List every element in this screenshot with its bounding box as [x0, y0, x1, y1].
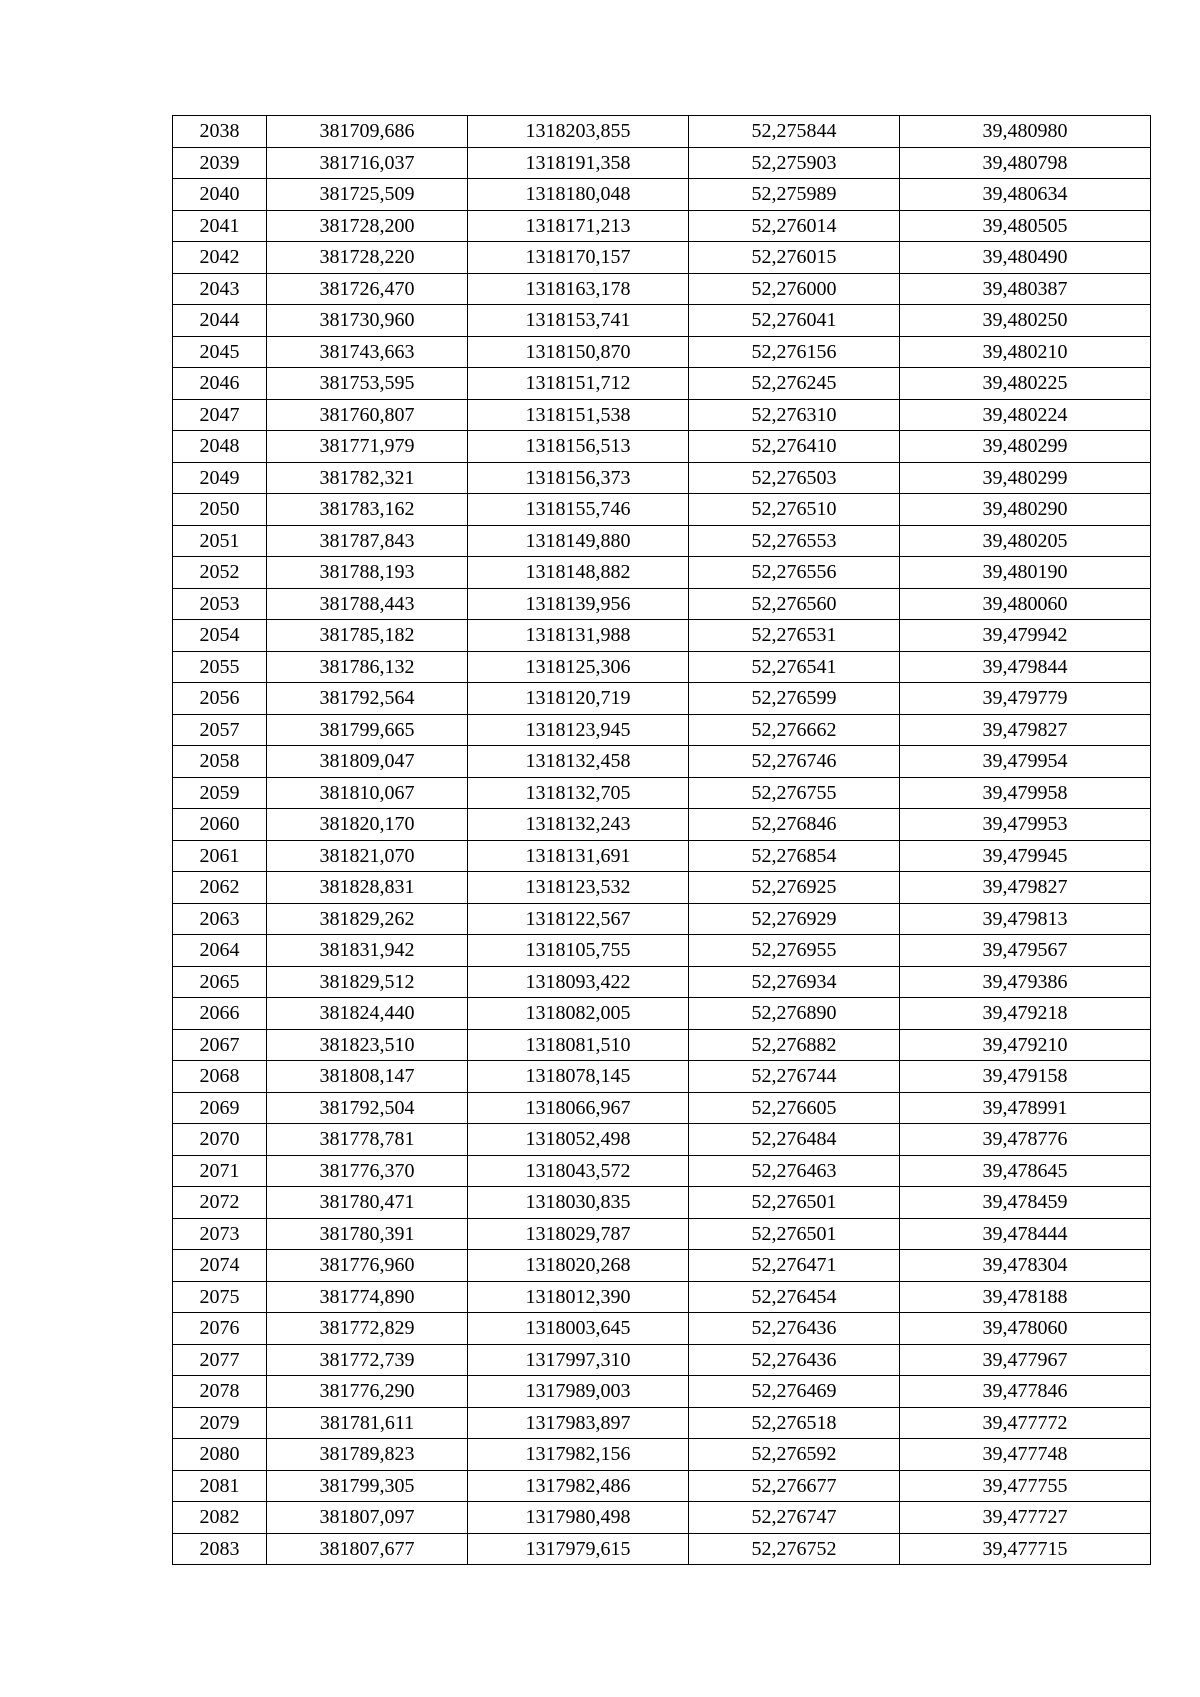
point-number-cell: 2052 — [173, 557, 267, 589]
x-coordinate-cell: 381774,890 — [267, 1281, 468, 1313]
x-coordinate-cell: 381788,193 — [267, 557, 468, 589]
longitude-cell: 39,480290 — [900, 494, 1151, 526]
y-coordinate-cell: 1318123,945 — [468, 714, 689, 746]
latitude-cell: 52,276471 — [689, 1250, 900, 1282]
point-number-cell: 2076 — [173, 1313, 267, 1345]
x-coordinate-cell: 381789,823 — [267, 1439, 468, 1471]
longitude-cell: 39,479210 — [900, 1029, 1151, 1061]
y-coordinate-cell: 1318003,645 — [468, 1313, 689, 1345]
x-coordinate-cell: 381709,686 — [267, 116, 468, 148]
y-coordinate-cell: 1318020,268 — [468, 1250, 689, 1282]
y-coordinate-cell: 1318105,755 — [468, 935, 689, 967]
y-coordinate-cell: 1318150,870 — [468, 336, 689, 368]
latitude-cell: 52,276599 — [689, 683, 900, 715]
x-coordinate-cell: 381820,170 — [267, 809, 468, 841]
x-coordinate-cell: 381809,047 — [267, 746, 468, 778]
x-coordinate-cell: 381787,843 — [267, 525, 468, 557]
table-row — [173, 336, 1151, 368]
y-coordinate-cell: 1318163,178 — [468, 273, 689, 305]
point-number-cell: 2038 — [173, 116, 267, 148]
longitude-cell: 39,477715 — [900, 1533, 1151, 1565]
longitude-cell: 39,478188 — [900, 1281, 1151, 1313]
point-number-cell: 2064 — [173, 935, 267, 967]
table-row — [173, 179, 1151, 211]
y-coordinate-cell: 1318155,746 — [468, 494, 689, 526]
latitude-cell: 52,276000 — [689, 273, 900, 305]
y-coordinate-cell: 1318170,157 — [468, 242, 689, 274]
latitude-cell: 52,276041 — [689, 305, 900, 337]
y-coordinate-cell: 1318029,787 — [468, 1218, 689, 1250]
table-row — [173, 210, 1151, 242]
longitude-cell: 39,479813 — [900, 903, 1151, 935]
x-coordinate-cell: 381828,831 — [267, 872, 468, 904]
point-number-cell: 2069 — [173, 1092, 267, 1124]
point-number-cell: 2072 — [173, 1187, 267, 1219]
latitude-cell: 52,276410 — [689, 431, 900, 463]
longitude-cell: 39,480299 — [900, 431, 1151, 463]
point-number-cell: 2057 — [173, 714, 267, 746]
table-row — [173, 777, 1151, 809]
point-number-cell: 2049 — [173, 462, 267, 494]
point-number-cell: 2054 — [173, 620, 267, 652]
y-coordinate-cell: 1318082,005 — [468, 998, 689, 1030]
table-row — [173, 116, 1151, 148]
y-coordinate-cell: 1317979,615 — [468, 1533, 689, 1565]
latitude-cell: 52,276518 — [689, 1407, 900, 1439]
latitude-cell: 52,276436 — [689, 1344, 900, 1376]
y-coordinate-cell: 1317989,003 — [468, 1376, 689, 1408]
table-row — [173, 1344, 1151, 1376]
x-coordinate-cell: 381831,942 — [267, 935, 468, 967]
table-row — [173, 809, 1151, 841]
latitude-cell: 52,276925 — [689, 872, 900, 904]
point-number-cell: 2082 — [173, 1502, 267, 1534]
x-coordinate-cell: 381808,147 — [267, 1061, 468, 1093]
longitude-cell: 39,477772 — [900, 1407, 1151, 1439]
longitude-cell: 39,480060 — [900, 588, 1151, 620]
y-coordinate-cell: 1318030,835 — [468, 1187, 689, 1219]
point-number-cell: 2042 — [173, 242, 267, 274]
latitude-cell: 52,276014 — [689, 210, 900, 242]
latitude-cell: 52,276463 — [689, 1155, 900, 1187]
latitude-cell: 52,275844 — [689, 116, 900, 148]
y-coordinate-cell: 1318191,358 — [468, 147, 689, 179]
table-row — [173, 1250, 1151, 1282]
point-number-cell: 2061 — [173, 840, 267, 872]
longitude-cell: 39,477727 — [900, 1502, 1151, 1534]
table-row — [173, 1187, 1151, 1219]
longitude-cell: 39,479827 — [900, 714, 1151, 746]
y-coordinate-cell: 1318151,712 — [468, 368, 689, 400]
y-coordinate-cell: 1318122,567 — [468, 903, 689, 935]
longitude-cell: 39,479942 — [900, 620, 1151, 652]
longitude-cell: 39,480224 — [900, 399, 1151, 431]
x-coordinate-cell: 381725,509 — [267, 179, 468, 211]
latitude-cell: 52,276531 — [689, 620, 900, 652]
y-coordinate-cell: 1318012,390 — [468, 1281, 689, 1313]
x-coordinate-cell: 381786,132 — [267, 651, 468, 683]
point-number-cell: 2059 — [173, 777, 267, 809]
x-coordinate-cell: 381753,595 — [267, 368, 468, 400]
point-number-cell: 2048 — [173, 431, 267, 463]
y-coordinate-cell: 1318081,510 — [468, 1029, 689, 1061]
x-coordinate-cell: 381788,443 — [267, 588, 468, 620]
point-number-cell: 2075 — [173, 1281, 267, 1313]
table-row — [173, 651, 1151, 683]
latitude-cell: 52,276484 — [689, 1124, 900, 1156]
y-coordinate-cell: 1318156,513 — [468, 431, 689, 463]
point-number-cell: 2047 — [173, 399, 267, 431]
x-coordinate-cell: 381780,471 — [267, 1187, 468, 1219]
table-row — [173, 525, 1151, 557]
x-coordinate-cell: 381772,829 — [267, 1313, 468, 1345]
table-row — [173, 872, 1151, 904]
longitude-cell: 39,480387 — [900, 273, 1151, 305]
table-row — [173, 1124, 1151, 1156]
latitude-cell: 52,276890 — [689, 998, 900, 1030]
x-coordinate-cell: 381726,470 — [267, 273, 468, 305]
y-coordinate-cell: 1318149,880 — [468, 525, 689, 557]
x-coordinate-cell: 381776,290 — [267, 1376, 468, 1408]
y-coordinate-cell: 1317997,310 — [468, 1344, 689, 1376]
y-coordinate-cell: 1318093,422 — [468, 966, 689, 998]
longitude-cell: 39,480299 — [900, 462, 1151, 494]
point-number-cell: 2074 — [173, 1250, 267, 1282]
longitude-cell: 39,479958 — [900, 777, 1151, 809]
y-coordinate-cell: 1318153,741 — [468, 305, 689, 337]
table-row — [173, 399, 1151, 431]
point-number-cell: 2043 — [173, 273, 267, 305]
x-coordinate-cell: 381743,663 — [267, 336, 468, 368]
point-number-cell: 2065 — [173, 966, 267, 998]
table-row — [173, 1376, 1151, 1408]
x-coordinate-cell: 381730,960 — [267, 305, 468, 337]
table-row — [173, 242, 1151, 274]
table-row — [173, 494, 1151, 526]
y-coordinate-cell: 1318131,691 — [468, 840, 689, 872]
y-coordinate-cell: 1318180,048 — [468, 179, 689, 211]
table-row — [173, 1281, 1151, 1313]
longitude-cell: 39,478444 — [900, 1218, 1151, 1250]
point-number-cell: 2078 — [173, 1376, 267, 1408]
y-coordinate-cell: 1318120,719 — [468, 683, 689, 715]
y-coordinate-cell: 1318132,243 — [468, 809, 689, 841]
longitude-cell: 39,480980 — [900, 116, 1151, 148]
y-coordinate-cell: 1318132,705 — [468, 777, 689, 809]
x-coordinate-cell: 381799,305 — [267, 1470, 468, 1502]
longitude-cell: 39,478304 — [900, 1250, 1151, 1282]
latitude-cell: 52,276560 — [689, 588, 900, 620]
y-coordinate-cell: 1318131,988 — [468, 620, 689, 652]
x-coordinate-cell: 381760,807 — [267, 399, 468, 431]
point-number-cell: 2066 — [173, 998, 267, 1030]
point-number-cell: 2083 — [173, 1533, 267, 1565]
table-row — [173, 147, 1151, 179]
x-coordinate-cell: 381781,611 — [267, 1407, 468, 1439]
table-row — [173, 273, 1151, 305]
y-coordinate-cell: 1318139,956 — [468, 588, 689, 620]
y-coordinate-cell: 1318125,306 — [468, 651, 689, 683]
latitude-cell: 52,275903 — [689, 147, 900, 179]
point-number-cell: 2060 — [173, 809, 267, 841]
latitude-cell: 52,276854 — [689, 840, 900, 872]
x-coordinate-cell: 381780,391 — [267, 1218, 468, 1250]
x-coordinate-cell: 381824,440 — [267, 998, 468, 1030]
x-coordinate-cell: 381810,067 — [267, 777, 468, 809]
longitude-cell: 39,480505 — [900, 210, 1151, 242]
y-coordinate-cell: 1318148,882 — [468, 557, 689, 589]
table-row — [173, 305, 1151, 337]
longitude-cell: 39,477967 — [900, 1344, 1151, 1376]
longitude-cell: 39,479827 — [900, 872, 1151, 904]
point-number-cell: 2063 — [173, 903, 267, 935]
latitude-cell: 52,276310 — [689, 399, 900, 431]
x-coordinate-cell: 381728,200 — [267, 210, 468, 242]
point-number-cell: 2081 — [173, 1470, 267, 1502]
latitude-cell: 52,276503 — [689, 462, 900, 494]
y-coordinate-cell: 1318132,458 — [468, 746, 689, 778]
table-row — [173, 557, 1151, 589]
latitude-cell: 52,276541 — [689, 651, 900, 683]
y-coordinate-cell: 1318203,855 — [468, 116, 689, 148]
y-coordinate-cell: 1317983,897 — [468, 1407, 689, 1439]
table-row — [173, 1092, 1151, 1124]
y-coordinate-cell: 1317980,498 — [468, 1502, 689, 1534]
latitude-cell: 52,276605 — [689, 1092, 900, 1124]
x-coordinate-cell: 381829,512 — [267, 966, 468, 998]
y-coordinate-cell: 1318078,145 — [468, 1061, 689, 1093]
longitude-cell: 39,480634 — [900, 179, 1151, 211]
point-number-cell: 2062 — [173, 872, 267, 904]
point-number-cell: 2070 — [173, 1124, 267, 1156]
y-coordinate-cell: 1318151,538 — [468, 399, 689, 431]
latitude-cell: 52,275989 — [689, 179, 900, 211]
latitude-cell: 52,276469 — [689, 1376, 900, 1408]
table-row — [173, 431, 1151, 463]
longitude-cell: 39,479844 — [900, 651, 1151, 683]
x-coordinate-cell: 381792,564 — [267, 683, 468, 715]
longitude-cell: 39,480205 — [900, 525, 1151, 557]
longitude-cell: 39,479158 — [900, 1061, 1151, 1093]
coordinates-table-body — [173, 116, 1151, 1565]
longitude-cell: 39,478991 — [900, 1092, 1151, 1124]
x-coordinate-cell: 381783,162 — [267, 494, 468, 526]
y-coordinate-cell: 1318052,498 — [468, 1124, 689, 1156]
point-number-cell: 2068 — [173, 1061, 267, 1093]
point-number-cell: 2056 — [173, 683, 267, 715]
longitude-cell: 39,479954 — [900, 746, 1151, 778]
point-number-cell: 2077 — [173, 1344, 267, 1376]
latitude-cell: 52,276955 — [689, 935, 900, 967]
longitude-cell: 39,480798 — [900, 147, 1151, 179]
x-coordinate-cell: 381792,504 — [267, 1092, 468, 1124]
latitude-cell: 52,276454 — [689, 1281, 900, 1313]
table-row — [173, 1061, 1151, 1093]
longitude-cell: 39,480490 — [900, 242, 1151, 274]
longitude-cell: 39,478645 — [900, 1155, 1151, 1187]
latitude-cell: 52,276592 — [689, 1439, 900, 1471]
x-coordinate-cell: 381807,097 — [267, 1502, 468, 1534]
longitude-cell: 39,479779 — [900, 683, 1151, 715]
table-row — [173, 1313, 1151, 1345]
point-number-cell: 2039 — [173, 147, 267, 179]
longitude-cell: 39,479953 — [900, 809, 1151, 841]
x-coordinate-cell: 381821,070 — [267, 840, 468, 872]
point-number-cell: 2045 — [173, 336, 267, 368]
table-row — [173, 1029, 1151, 1061]
latitude-cell: 52,276929 — [689, 903, 900, 935]
longitude-cell: 39,477748 — [900, 1439, 1151, 1471]
latitude-cell: 52,276755 — [689, 777, 900, 809]
latitude-cell: 52,276677 — [689, 1470, 900, 1502]
longitude-cell: 39,478060 — [900, 1313, 1151, 1345]
longitude-cell: 39,479218 — [900, 998, 1151, 1030]
x-coordinate-cell: 381776,960 — [267, 1250, 468, 1282]
table-row — [173, 935, 1151, 967]
table-row — [173, 1407, 1151, 1439]
x-coordinate-cell: 381716,037 — [267, 147, 468, 179]
latitude-cell: 52,276436 — [689, 1313, 900, 1345]
point-number-cell: 2067 — [173, 1029, 267, 1061]
table-row — [173, 588, 1151, 620]
longitude-cell: 39,480250 — [900, 305, 1151, 337]
latitude-cell: 52,276882 — [689, 1029, 900, 1061]
point-number-cell: 2051 — [173, 525, 267, 557]
table-row — [173, 1533, 1151, 1565]
table-row — [173, 746, 1151, 778]
x-coordinate-cell: 381778,781 — [267, 1124, 468, 1156]
point-number-cell: 2050 — [173, 494, 267, 526]
point-number-cell: 2058 — [173, 746, 267, 778]
latitude-cell: 52,276245 — [689, 368, 900, 400]
table-row — [173, 840, 1151, 872]
latitude-cell: 52,276752 — [689, 1533, 900, 1565]
latitude-cell: 52,276501 — [689, 1218, 900, 1250]
latitude-cell: 52,276846 — [689, 809, 900, 841]
longitude-cell: 39,480225 — [900, 368, 1151, 400]
latitude-cell: 52,276747 — [689, 1502, 900, 1534]
y-coordinate-cell: 1318156,373 — [468, 462, 689, 494]
table-row — [173, 1470, 1151, 1502]
longitude-cell: 39,478776 — [900, 1124, 1151, 1156]
point-number-cell: 2080 — [173, 1439, 267, 1471]
table-row — [173, 1155, 1151, 1187]
y-coordinate-cell: 1318123,532 — [468, 872, 689, 904]
latitude-cell: 52,276501 — [689, 1187, 900, 1219]
point-number-cell: 2040 — [173, 179, 267, 211]
x-coordinate-cell: 381776,370 — [267, 1155, 468, 1187]
longitude-cell: 39,479945 — [900, 840, 1151, 872]
x-coordinate-cell: 381829,262 — [267, 903, 468, 935]
table-row — [173, 1502, 1151, 1534]
longitude-cell: 39,479567 — [900, 935, 1151, 967]
x-coordinate-cell: 381799,665 — [267, 714, 468, 746]
latitude-cell: 52,276662 — [689, 714, 900, 746]
y-coordinate-cell: 1318066,967 — [468, 1092, 689, 1124]
x-coordinate-cell: 381785,182 — [267, 620, 468, 652]
x-coordinate-cell: 381772,739 — [267, 1344, 468, 1376]
table-row — [173, 998, 1151, 1030]
x-coordinate-cell: 381728,220 — [267, 242, 468, 274]
table-row — [173, 1439, 1151, 1471]
table-row — [173, 368, 1151, 400]
point-number-cell: 2073 — [173, 1218, 267, 1250]
latitude-cell: 52,276556 — [689, 557, 900, 589]
point-number-cell: 2071 — [173, 1155, 267, 1187]
x-coordinate-cell: 381771,979 — [267, 431, 468, 463]
longitude-cell: 39,480190 — [900, 557, 1151, 589]
table-row — [173, 462, 1151, 494]
point-number-cell: 2055 — [173, 651, 267, 683]
y-coordinate-cell: 1318171,213 — [468, 210, 689, 242]
longitude-cell: 39,477846 — [900, 1376, 1151, 1408]
latitude-cell: 52,276934 — [689, 966, 900, 998]
longitude-cell: 39,480210 — [900, 336, 1151, 368]
x-coordinate-cell: 381807,677 — [267, 1533, 468, 1565]
longitude-cell: 39,479386 — [900, 966, 1151, 998]
longitude-cell: 39,478459 — [900, 1187, 1151, 1219]
y-coordinate-cell: 1318043,572 — [468, 1155, 689, 1187]
table-row — [173, 1218, 1151, 1250]
latitude-cell: 52,276156 — [689, 336, 900, 368]
point-number-cell: 2044 — [173, 305, 267, 337]
point-number-cell: 2079 — [173, 1407, 267, 1439]
latitude-cell: 52,276015 — [689, 242, 900, 274]
point-number-cell: 2041 — [173, 210, 267, 242]
x-coordinate-cell: 381782,321 — [267, 462, 468, 494]
point-number-cell: 2053 — [173, 588, 267, 620]
latitude-cell: 52,276510 — [689, 494, 900, 526]
latitude-cell: 52,276744 — [689, 1061, 900, 1093]
table-row — [173, 903, 1151, 935]
coordinates-table — [172, 115, 1151, 1565]
longitude-cell: 39,477755 — [900, 1470, 1151, 1502]
latitude-cell: 52,276746 — [689, 746, 900, 778]
table-row — [173, 620, 1151, 652]
table-row — [173, 714, 1151, 746]
y-coordinate-cell: 1317982,156 — [468, 1439, 689, 1471]
table-row — [173, 966, 1151, 998]
table-row — [173, 683, 1151, 715]
x-coordinate-cell: 381823,510 — [267, 1029, 468, 1061]
y-coordinate-cell: 1317982,486 — [468, 1470, 689, 1502]
latitude-cell: 52,276553 — [689, 525, 900, 557]
point-number-cell: 2046 — [173, 368, 267, 400]
